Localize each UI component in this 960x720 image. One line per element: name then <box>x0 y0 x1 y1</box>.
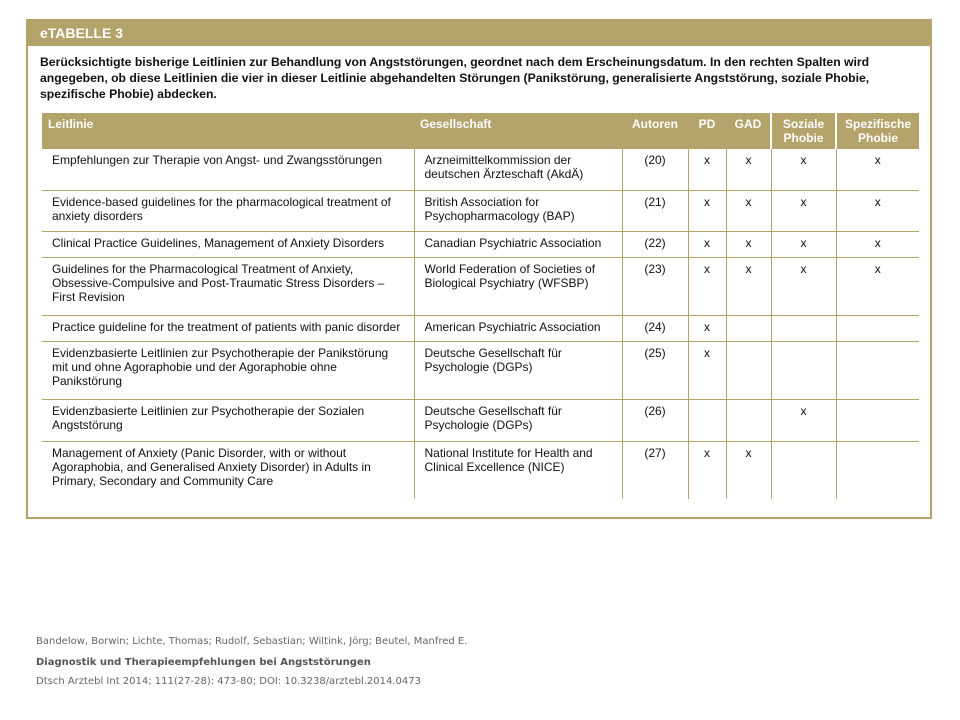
cell-autoren: (22) <box>622 231 688 257</box>
table-row <box>42 341 919 399</box>
table-row <box>42 315 919 341</box>
guidelines-table <box>42 113 919 499</box>
cell-spezifische-phobie <box>836 441 919 499</box>
cell-gad <box>726 399 771 441</box>
cell-leitlinie: Evidenzbasierte Leitlinien zur Psychotherapie der Panikstörung mit und ohne Agoraphobie und der Agoraphobie ohne Panikstörung <box>42 341 414 399</box>
cell-gesellschaft: National Institute for Health and Clinical Excellence (NICE) <box>414 441 622 499</box>
cell-soziale-phobie <box>771 441 836 499</box>
cell-gad <box>726 315 771 341</box>
cell-gesellschaft: Deutsche Gesellschaft für Psychologie (DGPs) <box>414 341 622 399</box>
header-leitlinie: Leitlinie <box>42 113 414 149</box>
cell-autoren: (24) <box>622 315 688 341</box>
table-row <box>42 149 919 190</box>
table-row <box>42 399 919 441</box>
cell-gesellschaft: Canadian Psychiatric Association <box>414 231 622 257</box>
cell-gesellschaft: World Federation of Societies of Biological Psychiatry (WFSBP) <box>414 257 622 315</box>
header-soziale-phobie: Soziale Phobie <box>771 113 836 149</box>
table-title: eTABELLE 3 <box>28 21 930 46</box>
header-gad: GAD <box>726 113 771 149</box>
cell-gad: x <box>726 441 771 499</box>
cell-spezifische-phobie: x <box>836 231 919 257</box>
cell-leitlinie: Evidenzbasierte Leitlinien zur Psychotherapie der Sozialen Angststörung <box>42 399 414 441</box>
cell-soziale-phobie: x <box>771 190 836 231</box>
cell-spezifische-phobie: x <box>836 190 919 231</box>
cell-pd <box>688 399 726 441</box>
cell-leitlinie: Guidelines for the Pharmacological Treatment of Anxiety, Obsessive-Compulsive and Post-Traumatic Stress Disorders – First Revision <box>42 257 414 315</box>
table-caption: Berücksichtigte bisherige Leitlinien zur Behandlung von Angststörungen, geordnet nach dem Erscheinungsdatum. In den rechten Spalten wird angegeben, ob diese Leitlinien die vier in dieser Leitlinie abgehandelten Störungen (Panikstörung, generalisierte Angststörung, soziale Phobie, spezifische Phobie) abdecken. <box>40 55 870 101</box>
cell-pd: x <box>688 441 726 499</box>
cell-gad <box>726 341 771 399</box>
table-row <box>42 441 919 499</box>
cell-leitlinie: Evidence-based guidelines for the pharmacological treatment of anxiety disorders <box>42 190 414 231</box>
cell-spezifische-phobie <box>836 341 919 399</box>
cell-autoren: (27) <box>622 441 688 499</box>
cell-gesellschaft: Arzneimittelkommission der deutschen Ärzteschaft (AkdÄ) <box>414 149 622 190</box>
cell-spezifische-phobie: x <box>836 257 919 315</box>
header-pd: PD <box>688 113 726 149</box>
cell-gesellschaft: Deutsche Gesellschaft für Psychologie (DGPs) <box>414 399 622 441</box>
table-header-row <box>42 113 919 149</box>
table-row <box>42 257 919 315</box>
cell-leitlinie: Management of Anxiety (Panic Disorder, with or without Agoraphobia, and Generalised Anxiety Disorder) in Adults in Primary, Secondary and Community Care <box>52 445 371 488</box>
table-frame <box>26 19 932 519</box>
cell-soziale-phobie: x <box>771 231 836 257</box>
cell-pd: x <box>688 341 726 399</box>
cell-leitlinie: Clinical Practice Guidelines, Management of Anxiety Disorders <box>42 231 414 257</box>
cell-soziale-phobie: x <box>771 399 836 441</box>
cell-autoren: (23) <box>622 257 688 315</box>
cell-pd: x <box>688 190 726 231</box>
footer-authors: Bandelow, Borwin; Lichte, Thomas; Rudolf, Sebastian; Wiltink, Jörg; Beutel, Manfred E. <box>36 636 468 647</box>
table-row <box>42 190 919 231</box>
cell-gesellschaft: American Psychiatric Association <box>414 315 622 341</box>
cell-pd: x <box>688 149 726 190</box>
header-gesellschaft: Gesellschaft <box>414 113 622 149</box>
footer-article-title: Diagnostik und Therapieempfehlungen bei Angststörungen <box>36 657 371 668</box>
cell-spezifische-phobie: x <box>836 149 919 190</box>
cell-spezifische-phobie <box>836 315 919 341</box>
cell-leitlinie: Empfehlungen zur Therapie von Angst- und Zwangsstörungen <box>42 149 414 190</box>
cell-spezifische-phobie <box>836 399 919 441</box>
cell-gesellschaft: British Association for Psychopharmacology (BAP) <box>414 190 622 231</box>
cell-autoren: (26) <box>622 399 688 441</box>
footer-citation: Dtsch Arztebl Int 2014; 111(27-28): 473-80; DOI: 10.3238/arztebl.2014.0473 <box>36 676 422 687</box>
cell-gad: x <box>726 257 771 315</box>
cell-autoren: (20) <box>622 149 688 190</box>
cell-soziale-phobie: x <box>771 149 836 190</box>
cell-leitlinie: Practice guideline for the treatment of patients with panic disorder <box>42 315 414 341</box>
cell-gad: x <box>726 190 771 231</box>
cell-autoren: (21) <box>622 190 688 231</box>
cell-gad: x <box>726 231 771 257</box>
header-spezifische-phobie: Spezifische Phobie <box>836 113 919 149</box>
cell-pd: x <box>688 231 726 257</box>
header-autoren: Autoren <box>622 113 688 149</box>
cell-pd: x <box>688 315 726 341</box>
table-row <box>42 231 919 257</box>
cell-soziale-phobie <box>771 341 836 399</box>
cell-pd: x <box>688 257 726 315</box>
cell-soziale-phobie: x <box>771 257 836 315</box>
cell-gad: x <box>726 149 771 190</box>
cell-autoren: (25) <box>622 341 688 399</box>
cell-soziale-phobie <box>771 315 836 341</box>
